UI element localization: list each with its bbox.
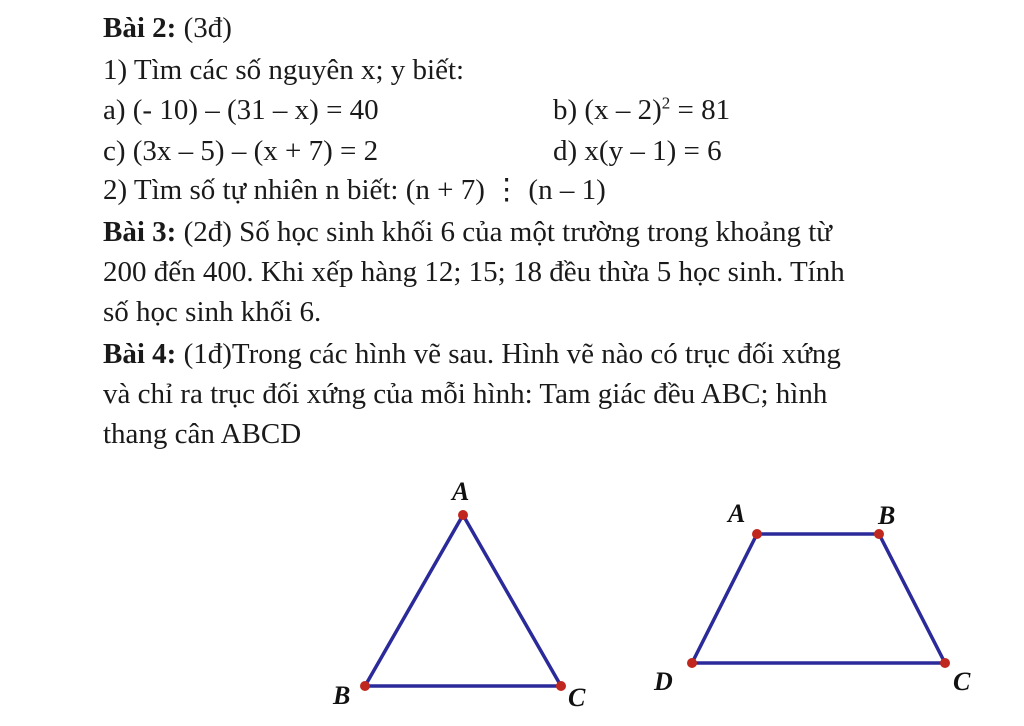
- bai2-part2: 2) Tìm số tự nhiên n biết: (n + 7) ⋮ (n – 1): [103, 174, 606, 206]
- bai2-item-d: d) x(y – 1) = 6: [553, 135, 722, 167]
- bai4-text1: (1đ)Trong các hình vẽ sau. Hình vẽ nào có trục đối xứng: [176, 338, 841, 370]
- trapezoid-abcd: [653, 499, 971, 696]
- bai3-label: Bài 3:: [103, 216, 177, 248]
- bai4-line3: thang cân ABCD: [103, 418, 302, 450]
- bai2-item-b-exponent: 2: [661, 93, 671, 113]
- bai2-item-a: a) (- 10) – (31 – x) = 40: [103, 94, 379, 126]
- trapezoid-label-b: B: [878, 501, 896, 530]
- trapezoid-vertex-a: [752, 529, 762, 539]
- bai2-item-b-rhs: = 81: [670, 94, 731, 126]
- trapezoid-vertex-b: [874, 529, 884, 539]
- bai3-line3: số học sinh khối 6.: [103, 296, 322, 328]
- trapezoid-label-c: C: [953, 667, 971, 696]
- triangle-label-a: A: [452, 477, 470, 506]
- bai2-label: Bài 2:: [103, 12, 177, 44]
- bai2-item-c: c) (3x – 5) – (x + 7) = 2: [103, 135, 379, 167]
- triangle-vertex-a: [458, 510, 468, 520]
- trapezoid-edges: [692, 534, 945, 663]
- trapezoid-label-a: A: [728, 499, 746, 528]
- bai3-line2: 200 đến 400. Khi xếp hàng 12; 15; 18 đều thừa 5 học sinh. Tính: [103, 256, 845, 288]
- bai4-label: Bài 4:: [103, 338, 177, 370]
- triangle-label-b: B: [333, 681, 351, 710]
- trapezoid-label-d: D: [654, 667, 673, 696]
- trapezoid-vertex-d: [687, 658, 697, 668]
- bai2-item-b-base: b) (x – 2): [553, 94, 662, 126]
- bai4-line2: và chỉ ra trục đối xứng của mỗi hình: Tam giác đều ABC; hình: [103, 378, 828, 410]
- triangle-vertex-c: [556, 681, 566, 691]
- bai2-points: (3đ): [183, 12, 232, 44]
- bai3-text1: (2đ) Số học sinh khối 6 của một trường trong khoảng từ: [176, 216, 833, 248]
- triangle-abc: [332, 477, 586, 712]
- triangle-label-c: C: [568, 683, 586, 712]
- triangle-edges: [365, 515, 561, 686]
- triangle-vertex-b: [360, 681, 370, 691]
- bai2-part1: 1) Tìm các số nguyên x; y biết:: [103, 54, 465, 86]
- trapezoid-vertex-c: [940, 658, 950, 668]
